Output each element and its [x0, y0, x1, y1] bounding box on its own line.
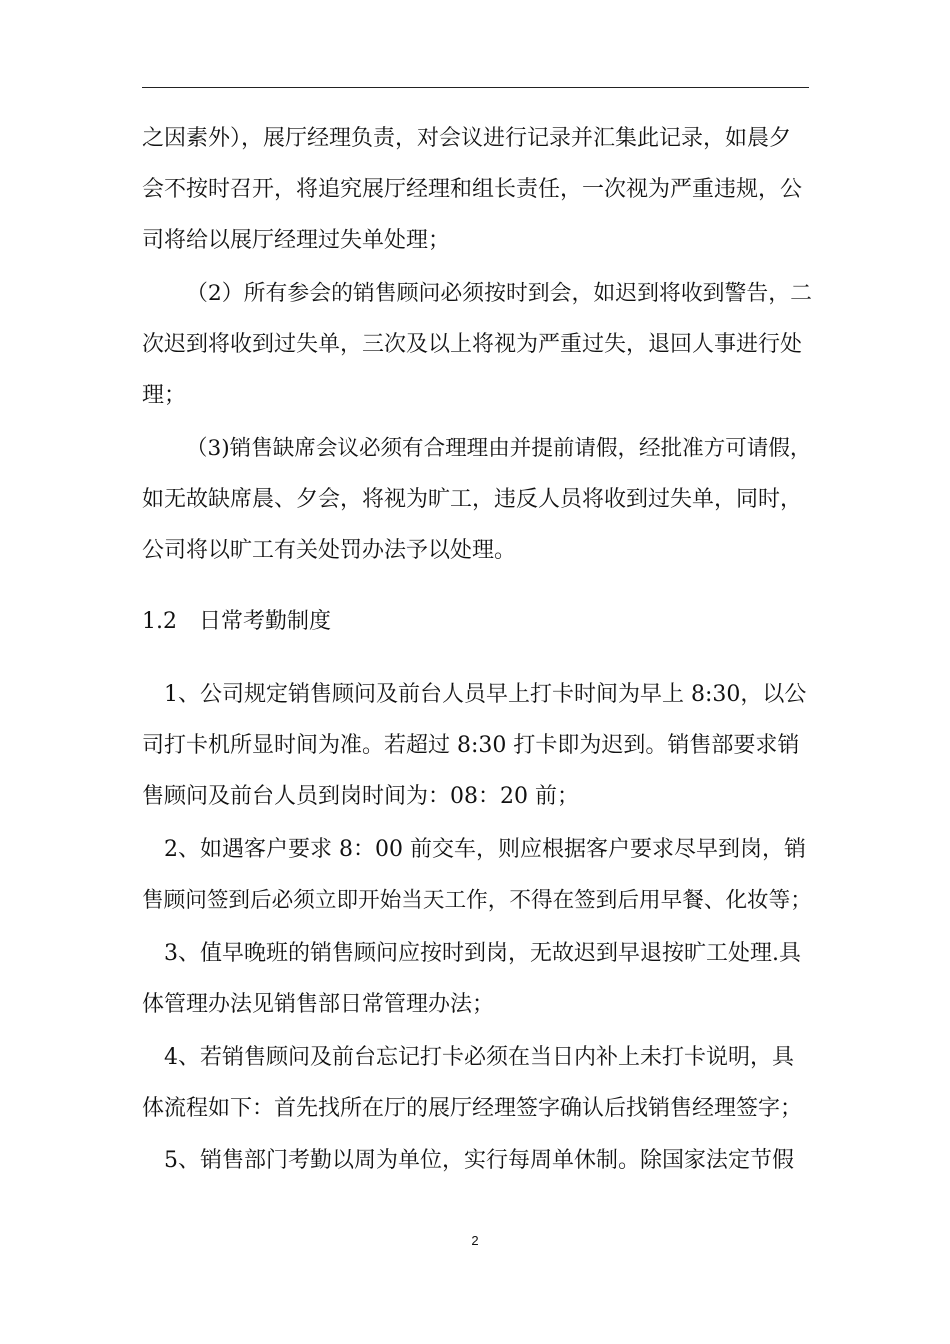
text-line: （2）所有参会的销售顾问必须按时到会，如迟到将收到警告，二: [186, 281, 812, 306]
header-rule: [142, 87, 809, 88]
text-line: 售顾问签到后必须立即开始当天工作，不得在签到后用早餐、化妆等；: [142, 888, 812, 913]
text-line: 5、销售部门考勤以周为单位，实行每周单休制。除国家法定节假: [164, 1148, 794, 1173]
text-line: 2、如遇客户要求 8：00 前交车，则应根据客户要求尽早到岗，销: [164, 837, 806, 862]
text-line: 售顾问及前台人员到岗时间为：08：20 前；: [142, 784, 579, 809]
text-line: 司打卡机所显时间为准。若超过 8:30 打卡即为迟到。销售部要求销: [142, 733, 800, 758]
text-line: 3、值早晚班的销售顾问应按时到岗，无故迟到早退按旷工处理.具: [164, 941, 801, 966]
text-line: 1、公司规定销售顾问及前台人员早上打卡时间为早上 8:30，以公: [164, 682, 807, 707]
text-line: 次迟到将收到过失单，三次及以上将视为严重过失，退回人事进行处: [142, 332, 803, 357]
text-line: 体管理办法见销售部日常管理办法；: [142, 992, 495, 1017]
text-line: 之因素外），展厅经理负责，对会议进行记录并汇集此记录，如晨夕: [142, 126, 792, 151]
text-line: 体流程如下：首先找所在厅的展厅经理签字确认后找销售经理签字；: [142, 1096, 803, 1121]
text-line: 如无故缺席晨、夕会，将视为旷工，违反人员将收到过失单，同时，: [142, 487, 803, 512]
section-heading: 1.2 日常考勤制度: [142, 609, 331, 634]
text-line: 理；: [142, 383, 187, 408]
text-line: 公司将以旷工有关处罚办法予以处理。: [142, 538, 517, 563]
text-line: 会不按时召开，将追究展厅经理和组长责任，一次视为严重违规，公: [142, 177, 803, 202]
page-number: 2: [471, 1233, 479, 1248]
text-line: 4、若销售顾问及前台忘记打卡必须在当日内补上未打卡说明，具: [164, 1045, 794, 1070]
text-line: （3)销售缺席会议必须有合理理由并提前请假，经批准方可请假，: [186, 436, 812, 461]
text-line: 司将给以展厅经理过失单处理；: [142, 228, 451, 253]
